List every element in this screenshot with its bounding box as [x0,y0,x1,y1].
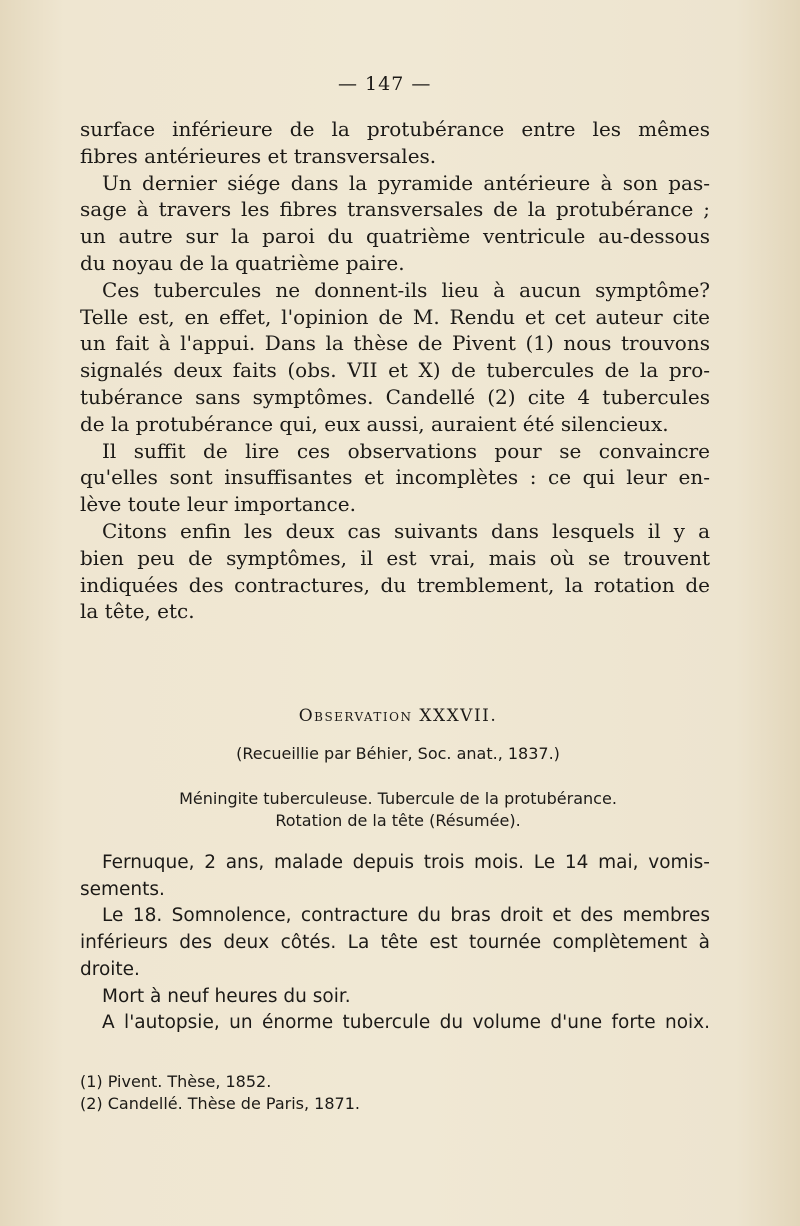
text-line: du noyau de la quatrième paire. [80,250,405,275]
text-line: Un dernier siége dans la pyramide antérieure à son pas- [102,170,710,195]
text-line: Mort à neuf heures du soir. [102,985,351,1007]
text-line: qu'elles sont insuffisantes et incomplètes : ce qui leur en- [80,465,710,490]
text-line: indiquées des contractures, du tremblement, la rotation de [80,572,710,597]
text-line: Fernuque, 2 ans, malade depuis trois mois. Le 14 mai, vomis- [102,852,710,873]
text-line: droite. [80,958,140,980]
text-line: un autre sur la paroi du quatrième ventricule au-dessous [80,224,710,249]
text-line: un fait à l'appui. Dans la thèse de Pivent (1) nous trouvons [80,331,710,356]
text-line: sements. [80,878,165,900]
text-line: inférieurs des deux côtés. La tête est tournée complètement à [80,932,710,954]
observation-source: (Recueillie par Béhier, Soc. anat., 1837.) [236,744,560,763]
observation-title: Observation XXXVII. [298,706,498,726]
text-line: Citons enfin les deux cas suivants dans lesquels il y a [102,518,710,543]
text-line: Ces tubercules ne donnent-ils lieu à aucun symptôme? [102,277,710,302]
text-line: surface inférieure de la protubérance entre les mêmes [80,117,710,141]
text-line: de la protubérance qui, eux aussi, auraient été silencieux. [80,411,669,436]
observation-summary [80,788,716,832]
text-line: sage à travers les fibres transversales de la protubérance ; [80,197,710,222]
text-line: Telle est, en effet, l'opinion de M. Rendu et cet auteur cite [80,304,710,329]
text-line: bien peu de symptômes, il est vrai, mais où se trouvent [80,545,710,570]
page-number: — 147 — [338,73,432,95]
text-line: la tête, etc. [80,599,195,624]
footnote: (2) Candellé. Thèse de Paris, 1871. [80,1094,360,1113]
footnotes [80,1071,710,1115]
footnote: (1) Pivent. Thèse, 1852. [80,1072,272,1091]
text-line: signalés deux faits (obs. VII et X) de tubercules de la pro- [80,358,710,383]
text-line: tubérance sans symptômes. Candellé (2) cite 4 tubercules [80,384,710,409]
text-line: fibres antérieures et transversales. [80,143,437,168]
text-line: A l'autopsie, un énorme tubercule du volume d'une forte noix. [102,1012,710,1034]
text-line: lève toute leur importance. [80,492,356,517]
case-report [80,850,710,1037]
summary-line: Rotation de la tête (Résumée). [275,811,521,830]
text-line: Le 18. Somnolence, contracture du bras droit et des membres [102,905,710,927]
text-line: Il suffit de lire ces observations pour se convaincre [102,438,710,463]
main-text [80,116,710,625]
summary-line: Méningite tuberculeuse. Tubercule de la protubérance. [179,789,617,808]
